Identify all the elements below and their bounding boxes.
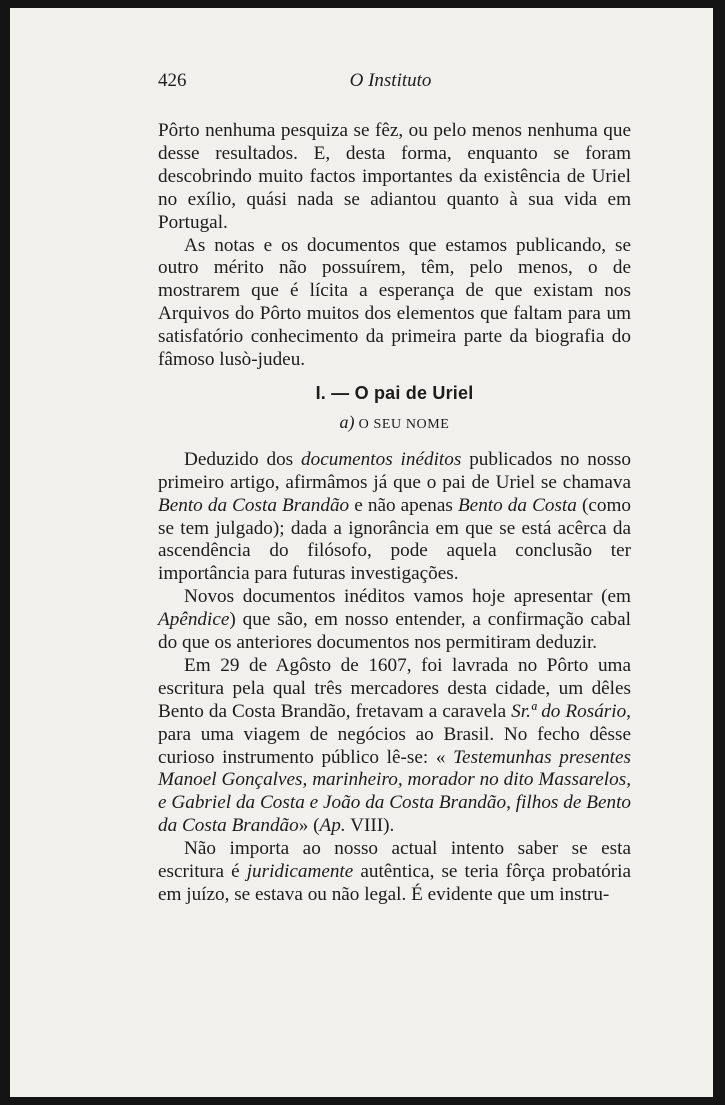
- running-title: O Instituto: [349, 70, 432, 91]
- paragraph: Não importa ao nosso actual intento saber se esta escritura é juridicamente autêntica, se teria fôrça probatória em juízo, se estava ou não legal. É evidente que um instru-: [158, 838, 631, 905]
- paragraph: As notas e os documentos que estamos publicando, se outro mérito não possuírem, têm, pelo menos, o de mostrarem que é lícita a esperança de que existam nos Arquivos do Pôrto muitos dos elementos que faltam para um satisfatório conhecimento da primeira parte da biografia do fâmoso lusò-judeu.: [158, 234, 631, 371]
- subsection-label: O SEU NOME: [358, 416, 450, 432]
- subsection-title: [158, 411, 631, 437]
- paragraph: Em 29 de Agôsto de 1607, foi lavrada no Pôrto uma escritura pela qual três mercadores desta cidade, um dêles Bento da Costa Brandão, fretavam a caravela Sr.ª do Rosário, para uma viagem de negócios ao Brasil. No fecho dêsse curioso instrumento público lê-se: « Testemunhas presentes Manoel Gonçalves, marinheiro, morador no dito Massarelos, e Gabriel da Costa e João da Costa Brandão, filhos de Bento da Costa Brandão» (Ap. VIII).: [158, 654, 631, 837]
- body-text: [158, 120, 631, 907]
- page-number: 426: [158, 70, 187, 91]
- subsection-letter: a): [339, 411, 355, 432]
- paragraph: Pôrto nenhuma pesquiza se fêz, ou pelo menos nenhuma que desse resultados. E, desta forma, enquanto se foram descobrindo muito factos importantes da existência de Uriel no exílio, quási nada se adiantou quanto à sua vida em Portugal.: [158, 120, 631, 233]
- document-page: [10, 8, 713, 1097]
- page-header: [158, 70, 623, 94]
- paragraph: Deduzido dos documentos inéditos publicados no nosso primeiro artigo, afirmâmos já que o pai de Uriel se chamava Bento da Costa Brandão e não apenas Bento da Costa (como se tem julgado); dada a ignorância em que se está acêrca da ascendência do filósofo, pode aquela conclusão ter importância para futuras investigações.: [158, 448, 631, 585]
- paragraph: Novos documentos inéditos vamos hoje apresentar (em Apêndice) que são, em nosso entender, a confirmação cabal do que os anteriores documentos nos permitiram deduzir.: [158, 586, 631, 654]
- section-title: I. — O pai de Uriel: [315, 382, 474, 403]
